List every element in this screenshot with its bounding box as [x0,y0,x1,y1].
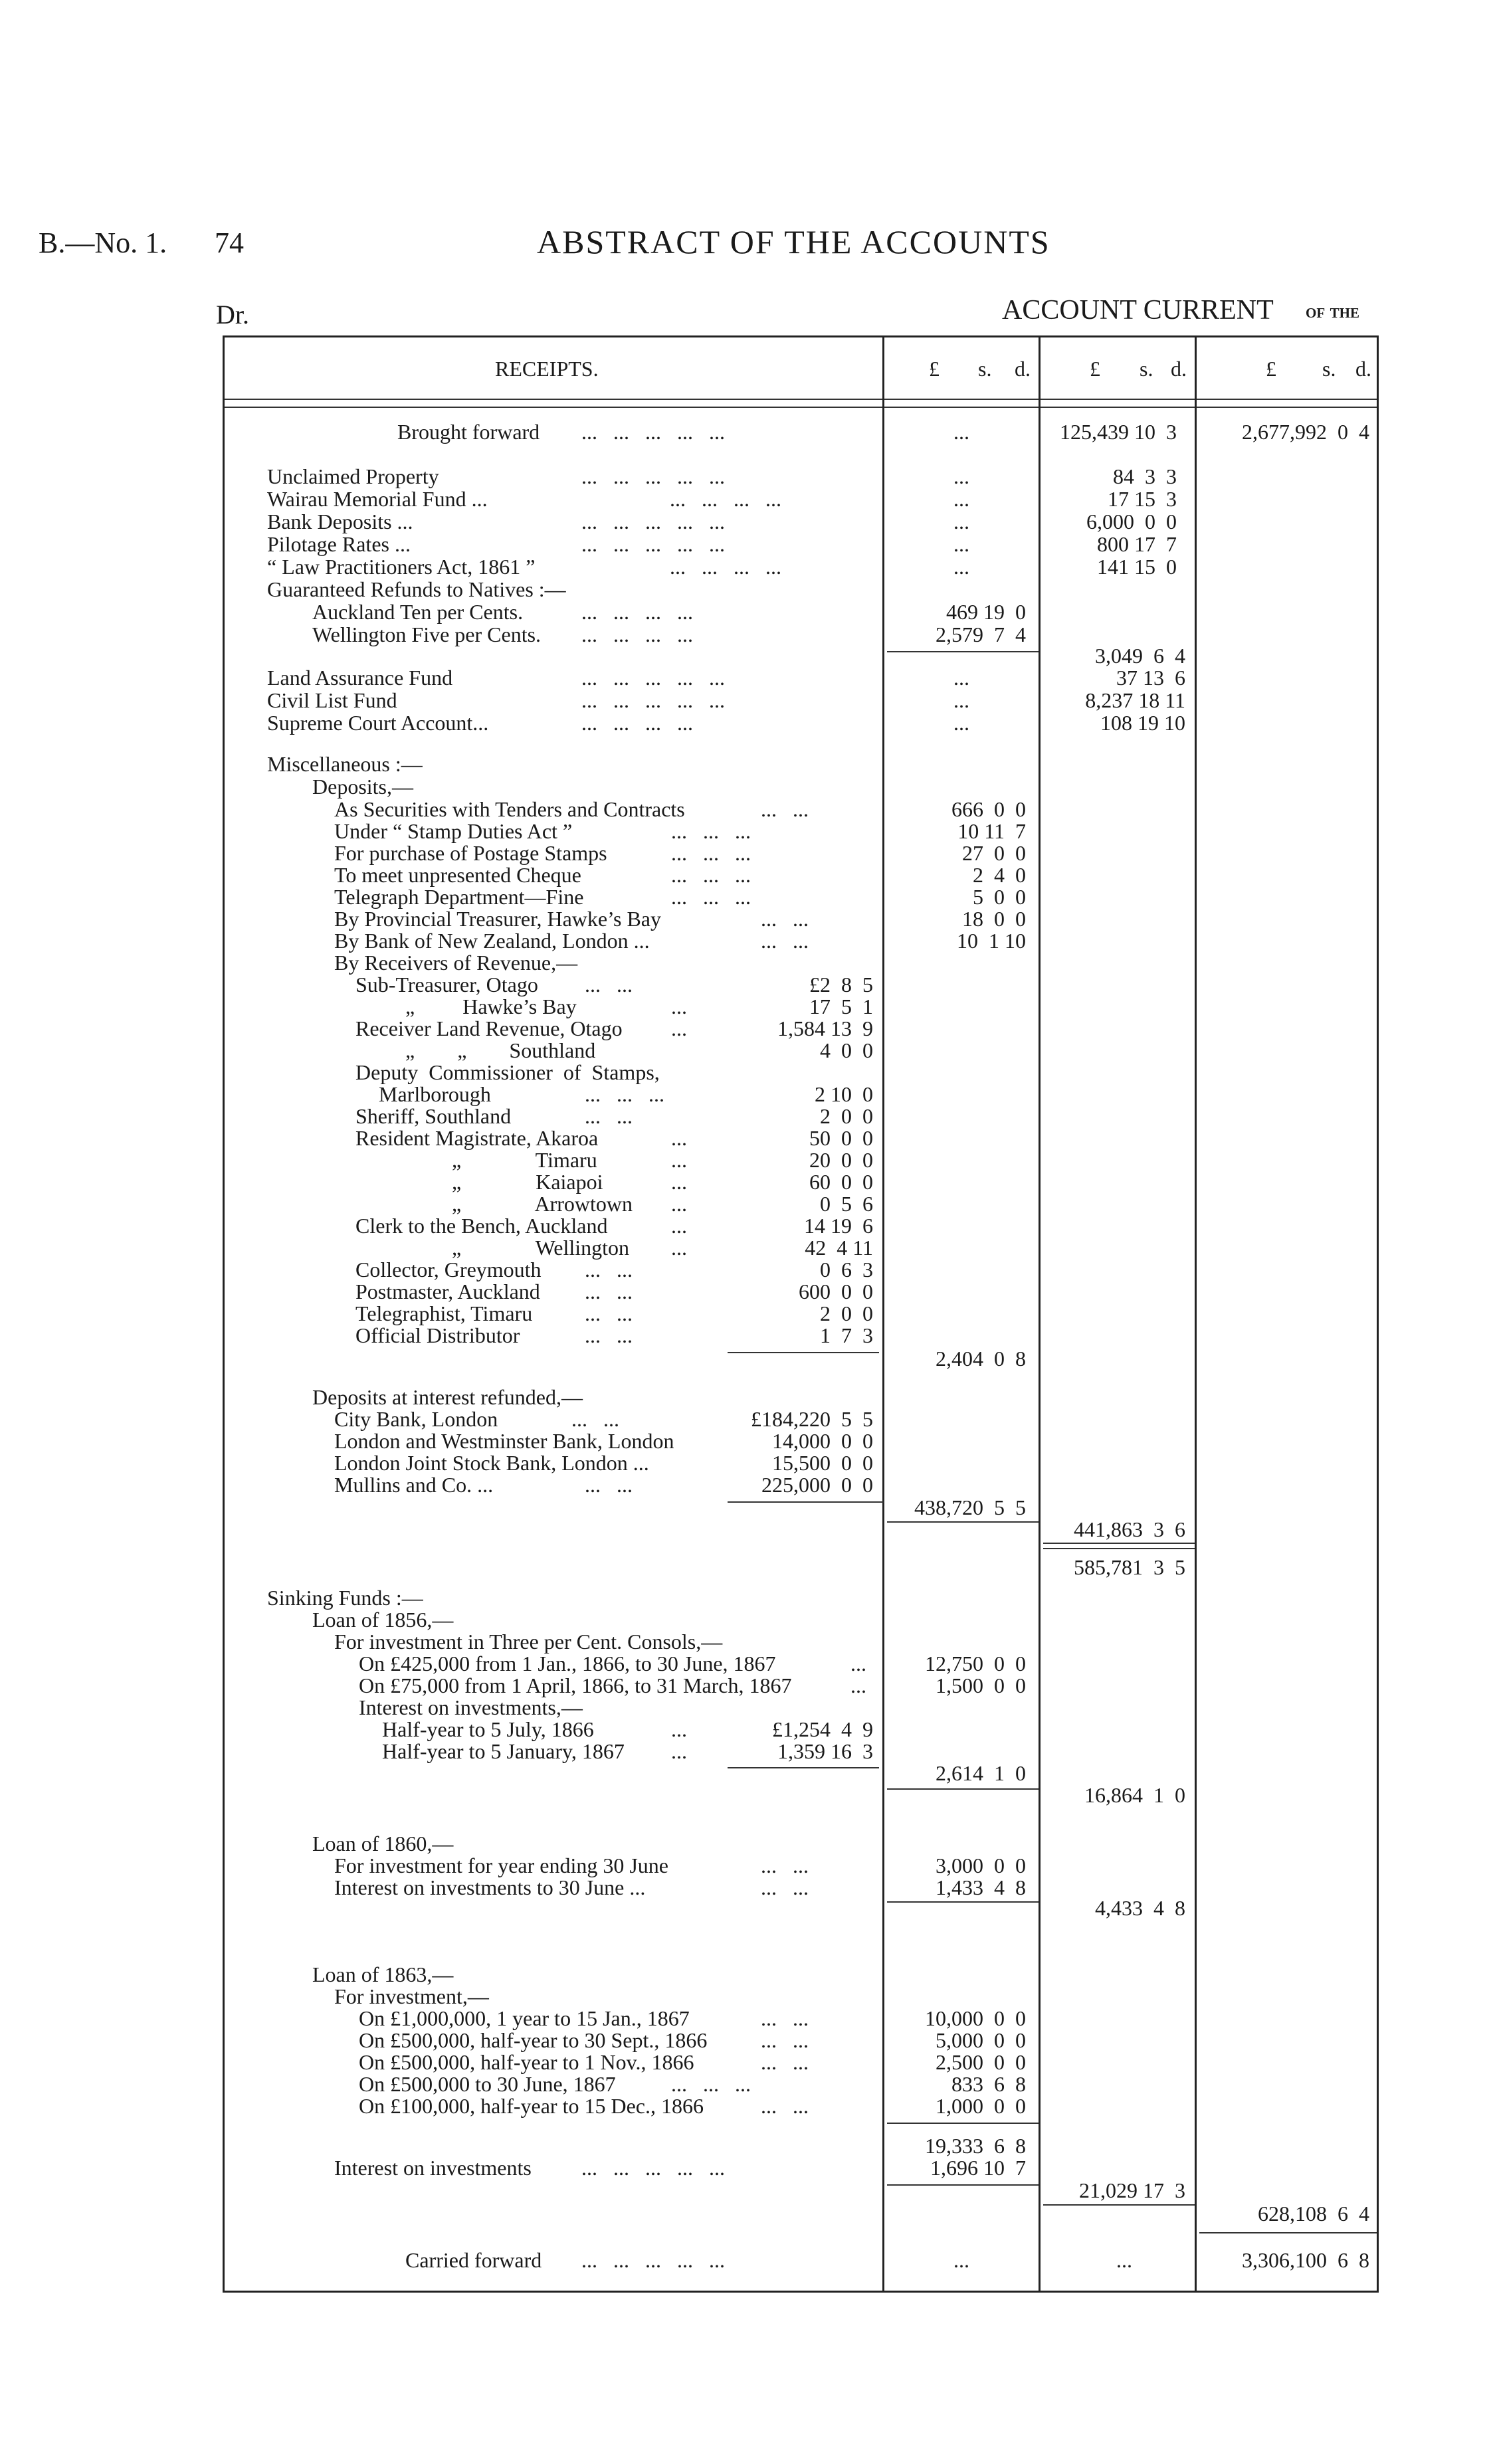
dots: ... ... ... ... ... [581,532,725,556]
list-item: Official Distributor [355,1323,520,1347]
list-item: „ Kaiapoi [452,1170,603,1194]
list-item: Under “ Stamp Duties Act ” [334,819,573,843]
c3-pound: £ [1266,357,1276,381]
loan-1860-heading: Loan of 1860,— [312,1832,454,1855]
list-item: Mullins and Co. ... [334,1473,494,1497]
value: 0 6 3 [820,1258,873,1281]
c1: 12,750 0 0 [925,1652,1026,1675]
brought-forward-label: Brought forward [397,420,540,444]
l1863-interest-label: Interest on investments [334,2156,532,2180]
dots: ... [671,1126,687,1150]
series-label: B.—No. 1. [39,227,167,259]
col-divider-2 [1039,335,1041,2293]
dots: ... [671,1717,687,1741]
dots: ... ... ... [671,885,751,909]
list-item: „ Wellington [452,1236,630,1260]
c2: 37 13 6 [1116,666,1185,690]
c2: 6,000 0 0 [1086,510,1177,533]
dots: ... ... [585,1323,633,1347]
list-item: City Bank, London [334,1407,498,1431]
c1: ... [953,510,969,533]
c1: 2 4 0 [973,863,1026,887]
consols-heading: For investment in Three per Cent. Consols,— [334,1630,723,1654]
misc-total: 441,863 3 6 [1074,1517,1185,1541]
subtotal-rule [1043,1543,1195,1544]
c2: ... [1116,2248,1132,2272]
subtotal-rule [887,2184,1039,2186]
list-item: For investment for year ending 30 June [334,1853,668,1877]
list-item: Marlborough [379,1082,491,1106]
header-rule-2 [223,407,1379,408]
list-item: On £425,000 from 1 Jan., 1866, to 30 June, 1867 [359,1652,776,1675]
dots: ... ... ... [671,819,751,843]
value: 600 0 0 [799,1279,873,1303]
list-item: On £500,000 to 30 June, 1867 [359,2072,616,2096]
list-item: Collector, Greymouth [355,1258,542,1281]
row-label: Civil List Fund [267,688,397,712]
loan-1856-heading: Loan of 1856,— [312,1608,454,1632]
col-divider-3 [1195,335,1197,2293]
dots: ... ... ... ... ... [581,464,725,488]
c1: 1,000 0 0 [936,2094,1026,2118]
c1: 469 19 0 [946,600,1026,624]
c1: 2,579 7 4 [936,622,1026,646]
right-border [1377,335,1379,2293]
row-label: Bank Deposits ... [267,510,413,533]
value: 4 0 0 [820,1038,873,1062]
list-item: By Provincial Treasurer, Hawke’s Bay [334,907,661,931]
list-item: On £1,000,000, 1 year to 15 Jan., 1867 [359,2006,690,2030]
list-item: Sub-Treasurer, Otago [355,973,538,996]
dots: ... ... ... ... [670,487,781,511]
list-item: By Bank of New Zealand, London ... [334,929,650,953]
value: 42 4 11 [805,1236,873,1260]
l1863-interest: 1,696 10 7 [930,2156,1026,2180]
c1: 666 0 0 [951,797,1026,821]
dots: ... ... [761,2006,809,2030]
subtotal-rule [887,2123,1039,2124]
list-item: Telegraphist, Timaru [355,1301,533,1325]
misc-heading: Miscellaneous :— [267,752,423,776]
l1860-total: 4,433 4 8 [1095,1896,1185,1920]
c1: ... [953,555,969,579]
dots: ... ... ... ... ... [581,666,725,690]
list-item: On £500,000, half-year to 1 Nov., 1866 [359,2050,694,2074]
dots: ... ... [761,2028,809,2052]
c1: 3,000 0 0 [936,1853,1026,1877]
subtotal-rule [887,1788,1039,1790]
c1: 1,500 0 0 [936,1673,1026,1697]
c1: 5 0 0 [973,885,1026,909]
dots: ... ... ... ... ... [581,2248,725,2272]
subtotal-rule [728,1352,879,1353]
value: 1 7 3 [820,1323,873,1347]
row-label: Auckland Ten per Cents. [312,600,524,624]
row-label: “ Law Practitioners Act, 1861 ” [267,555,536,579]
c3-s: s. [1322,357,1336,381]
dots: ... ... [761,797,809,821]
value: 14,000 0 0 [772,1429,873,1453]
receipts-heading: RECEIPTS. [495,357,599,381]
c2-s: s. [1140,357,1153,381]
c1: ... [953,2248,969,2272]
dots: ... ... ... [671,863,751,887]
brought-forward-c1: ... [953,420,969,444]
c2: 800 17 7 [1097,532,1177,556]
c1: ... [953,711,969,735]
interest-total: 438,720 5 5 [914,1495,1026,1519]
c1: 5,000 0 0 [936,2028,1026,2052]
dots: ... [850,1652,866,1675]
c2: 17 15 3 [1108,487,1177,511]
dots: ... ... [761,2050,809,2074]
list-item: „ „ Southland [405,1038,596,1062]
list-item: Telegraph Department—Fine [334,885,584,909]
l1856-interest-total: 2,614 1 0 [936,1761,1026,1785]
dots: ... ... [761,907,809,931]
value: 0 5 6 [820,1192,873,1216]
value: £2 8 5 [809,973,873,996]
dots: ... ... ... ... [581,711,693,735]
c1: ... [953,532,969,556]
dots: ... ... [585,1301,633,1325]
list-item: „ Hawke’s Bay [405,995,577,1018]
list-item: As Securities with Tenders and Contracts [334,797,685,821]
of-the-label: of the [1306,300,1360,322]
for-investment-heading: For investment,— [334,1984,489,2008]
list-item: Half-year to 5 January, 1867 [382,1739,625,1763]
c2: 141 15 0 [1097,555,1177,579]
value: 20 0 0 [809,1148,873,1172]
dots: ... ... ... ... [670,555,781,579]
c1: 10 11 7 [957,819,1026,843]
loan-1863-heading: Loan of 1863,— [312,1962,454,1986]
dots: ... ... [585,1279,633,1303]
row-label: Pilotage Rates ... [267,532,411,556]
left-border [223,335,225,2293]
list-item: To meet unpresented Cheque [334,863,581,887]
list-item: „ Arrowtown [452,1192,633,1216]
l1863-total: 21,029 17 3 [1079,2178,1185,2202]
interest-heading: Deposits at interest refunded,— [312,1385,583,1409]
dots: ... ... [571,1407,619,1431]
dots: ... ... [761,1853,809,1877]
subtotal-rule [1043,2204,1195,2206]
page-number: 74 [215,227,244,259]
list-item: On £500,000, half-year to 30 Sept., 1866 [359,2028,708,2052]
value: 2 0 0 [820,1301,873,1325]
value: £184,220 5 5 [751,1407,873,1431]
c2-pound: £ [1090,357,1100,381]
c2: 84 3 3 [1113,464,1177,488]
receivers-total: 2,404 0 8 [936,1347,1026,1371]
header-rule [223,399,1379,400]
value: 1,359 16 3 [777,1739,873,1763]
dots: ... [671,1148,687,1172]
list-item: Clerk to the Bench, Auckland [355,1214,608,1238]
value: 225,000 0 0 [761,1473,873,1497]
subtotal-rule [887,651,1039,652]
table-top-rule [223,335,1379,337]
list-item: Sheriff, Southland [355,1104,512,1128]
c1: 10 1 10 [957,929,1026,953]
dots: ... ... [585,973,633,996]
c1: ... [953,464,969,488]
table-bottom-rule [223,2291,1379,2293]
subtotal-rule [1199,2232,1377,2233]
row-label: Wellington Five per Cents. [312,622,542,646]
c2: 3,049 6 4 [1095,644,1185,668]
list-item: For purchase of Postage Stamps [334,841,607,865]
sinking-heading: Sinking Funds :— [267,1586,423,1610]
deposits-heading: Deposits,— [312,775,413,799]
dots: ... ... ... ... ... [581,510,725,533]
dots: ... [850,1673,866,1697]
dots: ... ... [761,1875,809,1899]
interest-heading: Interest on investments,— [359,1695,583,1719]
row-label: Unclaimed Property [267,464,439,488]
account-current-label: ACCOUNT CURRENT [1002,295,1274,326]
value: 14 19 6 [804,1214,873,1238]
dots: ... ... [585,1104,633,1128]
subtotal-rule [1043,1548,1195,1549]
c1: 1,433 4 8 [936,1875,1026,1899]
subtotal: 585,781 3 5 [1074,1555,1185,1579]
list-item: „ Timaru [452,1148,597,1172]
dots: ... ... [761,929,809,953]
c1-pound: £ [929,357,940,381]
dr-label: Dr. [216,300,249,330]
c1: ... [953,487,969,511]
dots: ... [671,1016,687,1040]
receivers-heading: By Receivers of Revenue,— [334,951,578,975]
row-label: Wairau Memorial Fund ... [267,487,488,511]
dots: ... ... ... ... ... [581,688,725,712]
dots: ... ... ... ... [581,600,693,624]
dots: ... ... ... ... ... [581,2156,725,2180]
list-item: Interest on investments to 30 June ... [334,1875,646,1899]
dots: ... [671,1739,687,1763]
c1: ... [953,688,969,712]
list-item: London and Westminster Bank, London [334,1429,674,1453]
subtotal-rule [728,1501,884,1503]
dots: ... ... ... ... [581,622,693,646]
list-item: Resident Magistrate, Akaroa [355,1126,599,1150]
list-item: Postmaster, Auckland [355,1279,540,1303]
subtotal-rule [728,1767,879,1768]
c1: 2,500 0 0 [936,2050,1026,2074]
dots: ... [671,995,687,1018]
c1: 27 0 0 [962,841,1026,865]
value: 2 10 0 [815,1082,873,1106]
list-item: On £100,000, half-year to 15 Dec., 1866 [359,2094,704,2118]
dots: ... ... ... [585,1082,664,1106]
list-item: Receiver Land Revenue, Otago [355,1016,623,1040]
list-item: Half-year to 5 July, 1866 [382,1717,594,1741]
dots: ... ... ... ... ... [581,420,725,444]
c1: 833 6 8 [951,2072,1026,2096]
value: 50 0 0 [809,1126,873,1150]
row-label: Supreme Court Account... [267,711,489,735]
value: 60 0 0 [809,1170,873,1194]
dots: ... [671,1214,687,1238]
value: 15,500 0 0 [772,1451,873,1475]
value: 2 0 0 [820,1104,873,1128]
c3-d: d. [1355,357,1371,381]
c2-d: d. [1171,357,1187,381]
list-item: On £75,000 from 1 April, 1866, to 31 March, 1867 [359,1673,792,1697]
carried-forward-label: Carried forward [405,2248,542,2272]
c1-s: s. [978,357,992,381]
brought-forward-c2: 125,439 10 3 [1060,420,1177,444]
brought-forward-c3: 2,677,992 0 4 [1242,420,1369,444]
l1863-sub: 19,333 6 8 [925,2134,1026,2158]
dots: ... [671,1192,687,1216]
value: 17 5 1 [809,995,873,1018]
carried-forward-total: 3,306,100 6 8 [1242,2248,1369,2272]
c1: 18 0 0 [962,907,1026,931]
col-divider-1 [882,335,884,2293]
list-item: Deputy Commissioner of Stamps, [355,1060,660,1084]
c1: ... [953,666,969,690]
sinking-total: 628,108 6 4 [1258,2202,1369,2226]
page-title: ABSTRACT OF THE ACCOUNTS [537,223,1050,260]
list-item: London Joint Stock Bank, London ... [334,1451,649,1475]
l1856-total: 16,864 1 0 [1084,1783,1185,1807]
value: £1,254 4 9 [772,1717,873,1741]
c2: 108 19 10 [1100,711,1185,735]
dots: ... ... ... [671,2072,751,2096]
dots: ... ... [585,1473,633,1497]
subtotal-rule [887,1521,1039,1523]
c1: 10,000 0 0 [925,2006,1026,2030]
dots: ... ... [585,1258,633,1281]
row-label: Guaranteed Refunds to Natives :— [267,577,566,601]
subtotal-rule [887,1901,1039,1903]
dots: ... ... [761,2094,809,2118]
c2: 8,237 18 11 [1085,688,1185,712]
dots: ... [671,1170,687,1194]
value: 1,584 13 9 [777,1016,873,1040]
dots: ... ... ... [671,841,751,865]
dots: ... [671,1236,687,1260]
row-label: Land Assurance Fund [267,666,453,690]
c1-d: d. [1015,357,1031,381]
